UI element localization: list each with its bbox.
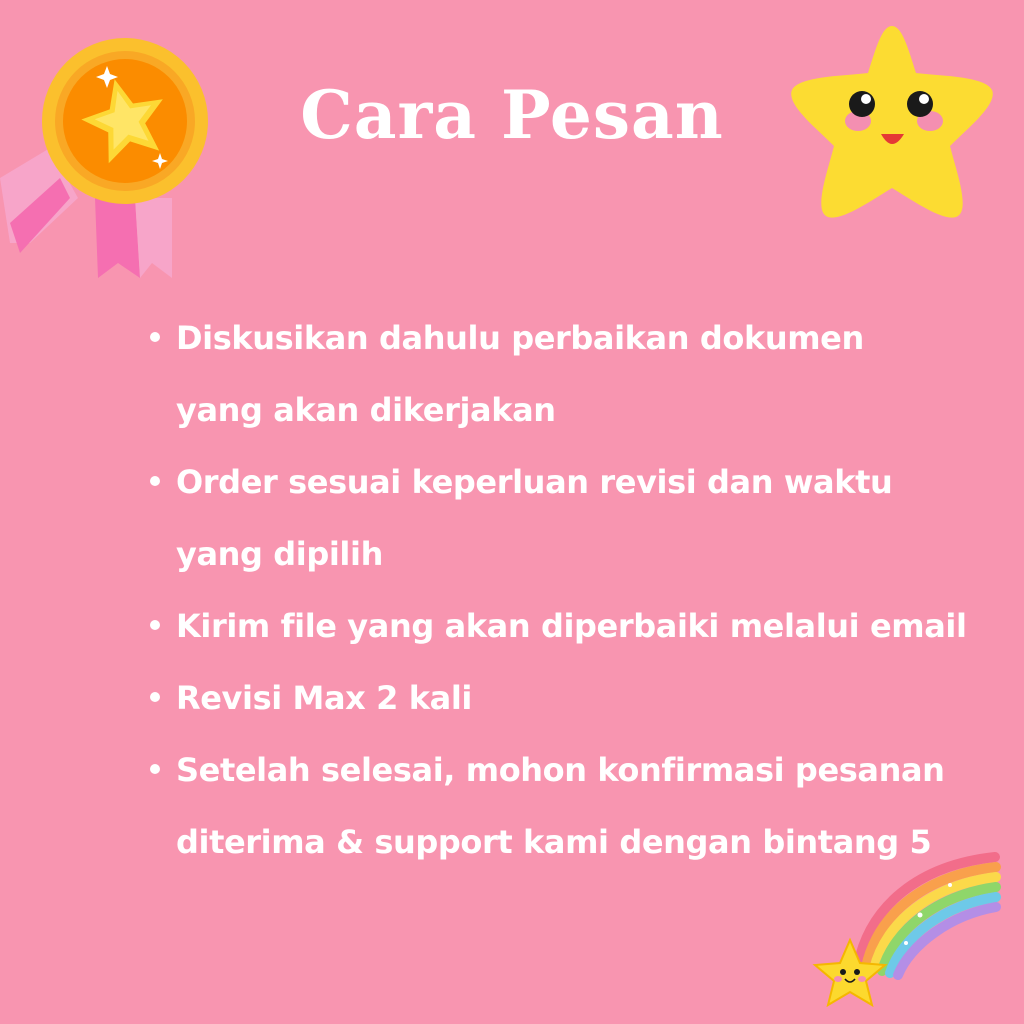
list-item bbox=[146, 302, 1006, 446]
list-item bbox=[146, 590, 1006, 662]
page-title: Cara Pesan bbox=[300, 76, 724, 154]
step-text: Diskusikan dahulu perbaikan dokumen bbox=[176, 319, 864, 357]
step-text: Setelah selesai, mohon konfirmasi pesanan bbox=[176, 751, 945, 789]
shooting-star-rainbow-icon bbox=[810, 845, 1010, 1020]
smiling-star-icon bbox=[780, 18, 1005, 223]
bullet-icon bbox=[150, 692, 160, 702]
list-item bbox=[146, 662, 1006, 734]
order-steps-list bbox=[146, 302, 1006, 878]
step-text: yang akan dikerjakan bbox=[176, 391, 556, 429]
bullet-icon bbox=[150, 476, 160, 486]
step-text: yang dipilih bbox=[176, 535, 383, 573]
bullet-icon bbox=[150, 620, 160, 630]
step-text: diterima & support kami dengan bintang 5 bbox=[176, 823, 932, 861]
bullet-icon bbox=[150, 764, 160, 774]
bullet-icon bbox=[150, 332, 160, 342]
step-text: Revisi Max 2 kali bbox=[176, 679, 472, 717]
step-text: Kirim file yang akan diperbaiki melalui email bbox=[176, 607, 967, 645]
list-item bbox=[146, 446, 1006, 590]
step-text: Order sesuai keperluan revisi dan waktu bbox=[176, 463, 893, 501]
